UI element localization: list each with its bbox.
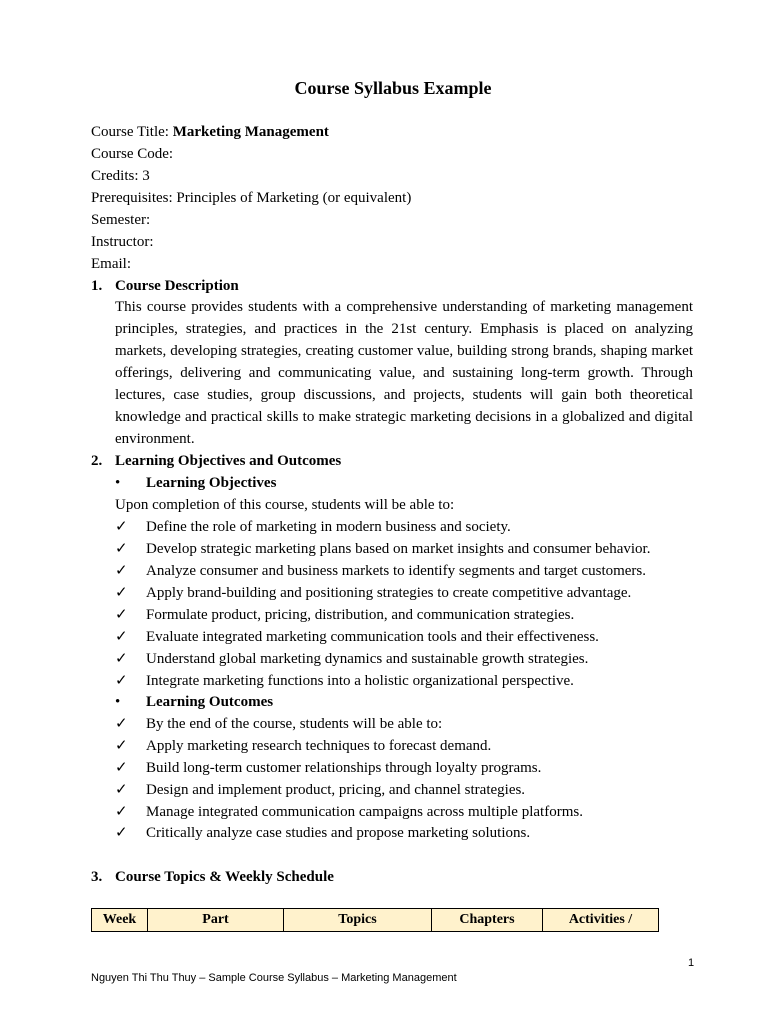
column-header-week: Week (92, 909, 148, 932)
objective-item: Formulate product, pricing, distribution, and communication strategies. (146, 607, 575, 623)
bullet-icon: • (115, 694, 121, 710)
section-number: 3. (91, 869, 103, 885)
course-description-paragraph: This course provides students with a comprehensive understanding of marketing management principles, strategies, and practices in the 21st century. Emphasis is placed on analyzing markets, developing strategies, creating customer value, building strong brands, shaping market offerings, delivering and communicating value, and sustaining long-term growth. Through lectures, case studies, group discussions, and projects, students will gain both theoretical knowledge and practical skills to make strategic marketing decisions in a globalized and digital environment. (115, 299, 693, 447)
course-title-line (91, 121, 329, 143)
outcome-item: By the end of the course, students will be able to: (146, 716, 443, 732)
weekly-schedule-table (91, 908, 659, 932)
objectives-intro: Upon completion of this course, students will be able to: (115, 497, 455, 513)
bullet-icon: • (115, 475, 121, 491)
check-icon: ✓ (115, 541, 128, 557)
objective-item: Evaluate integrated marketing communication tools and their effectiveness. (146, 629, 599, 645)
check-icon: ✓ (115, 607, 128, 623)
section-heading-course-topics: Course Topics & Weekly Schedule (115, 869, 334, 885)
objective-item: Define the role of marketing in modern business and society. (146, 519, 511, 535)
objective-item: Understand global marketing dynamics and sustainable growth strategies. (146, 651, 589, 667)
column-header-part: Part (148, 909, 284, 932)
outcome-item: Design and implement product, pricing, and channel strategies. (146, 782, 526, 798)
outcome-item: Manage integrated communication campaigns across multiple platforms. (146, 804, 583, 820)
column-header-activities: Activities / (543, 909, 659, 932)
document-title: Course Syllabus Example (294, 78, 492, 98)
check-icon: ✓ (115, 629, 128, 645)
outcome-item: Build long-term customer relationships through loyalty programs. (146, 760, 542, 776)
check-icon: ✓ (115, 716, 128, 732)
semester-line: Semester: (91, 212, 151, 228)
objective-item: Integrate marketing functions into a holistic organizational perspective. (146, 673, 574, 689)
section-number: 2. (91, 453, 103, 469)
check-icon: ✓ (115, 563, 128, 579)
prerequisites-line: Prerequisites: Principles of Marketing (or equivalent) (91, 190, 412, 206)
check-icon: ✓ (115, 585, 128, 601)
course-title-value: Marketing Management (172, 124, 329, 140)
subheading-learning-outcomes: Learning Outcomes (146, 694, 274, 710)
course-code-line: Course Code: (91, 146, 174, 162)
section-heading-course-description: Course Description (115, 278, 239, 294)
check-icon: ✓ (115, 782, 128, 798)
check-icon: ✓ (115, 738, 128, 754)
check-icon: ✓ (115, 804, 128, 820)
email-line: Email: (91, 256, 131, 272)
check-icon: ✓ (115, 673, 128, 689)
page-number: 1 (688, 957, 695, 969)
section-heading-learning-objectives-outcomes: Learning Objectives and Outcomes (115, 453, 342, 469)
objective-item: Develop strategic marketing plans based on market insights and consumer behavior. (146, 541, 651, 557)
objective-item: Apply brand-building and positioning strategies to create competitive advantage. (146, 585, 632, 601)
column-header-topics: Topics (284, 909, 432, 932)
objective-item: Analyze consumer and business markets to identify segments and target customers. (146, 563, 647, 579)
check-icon: ✓ (115, 760, 128, 776)
instructor-line: Instructor: (91, 234, 154, 250)
outcome-item: Critically analyze case studies and propose marketing solutions. (146, 825, 531, 841)
subheading-learning-objectives: Learning Objectives (146, 475, 277, 491)
table-header-row (92, 909, 659, 932)
page-footer: Nguyen Thi Thu Thuy – Sample Course Syllabus – Marketing Management (91, 972, 457, 984)
column-header-chapters: Chapters (432, 909, 543, 932)
course-title-label: Course Title: (91, 124, 173, 140)
credits-line: Credits: 3 (91, 168, 150, 184)
check-icon: ✓ (115, 651, 128, 667)
outcome-item: Apply marketing research techniques to forecast demand. (146, 738, 492, 754)
check-icon: ✓ (115, 825, 128, 841)
check-icon: ✓ (115, 519, 128, 535)
section-number: 1. (91, 278, 103, 294)
